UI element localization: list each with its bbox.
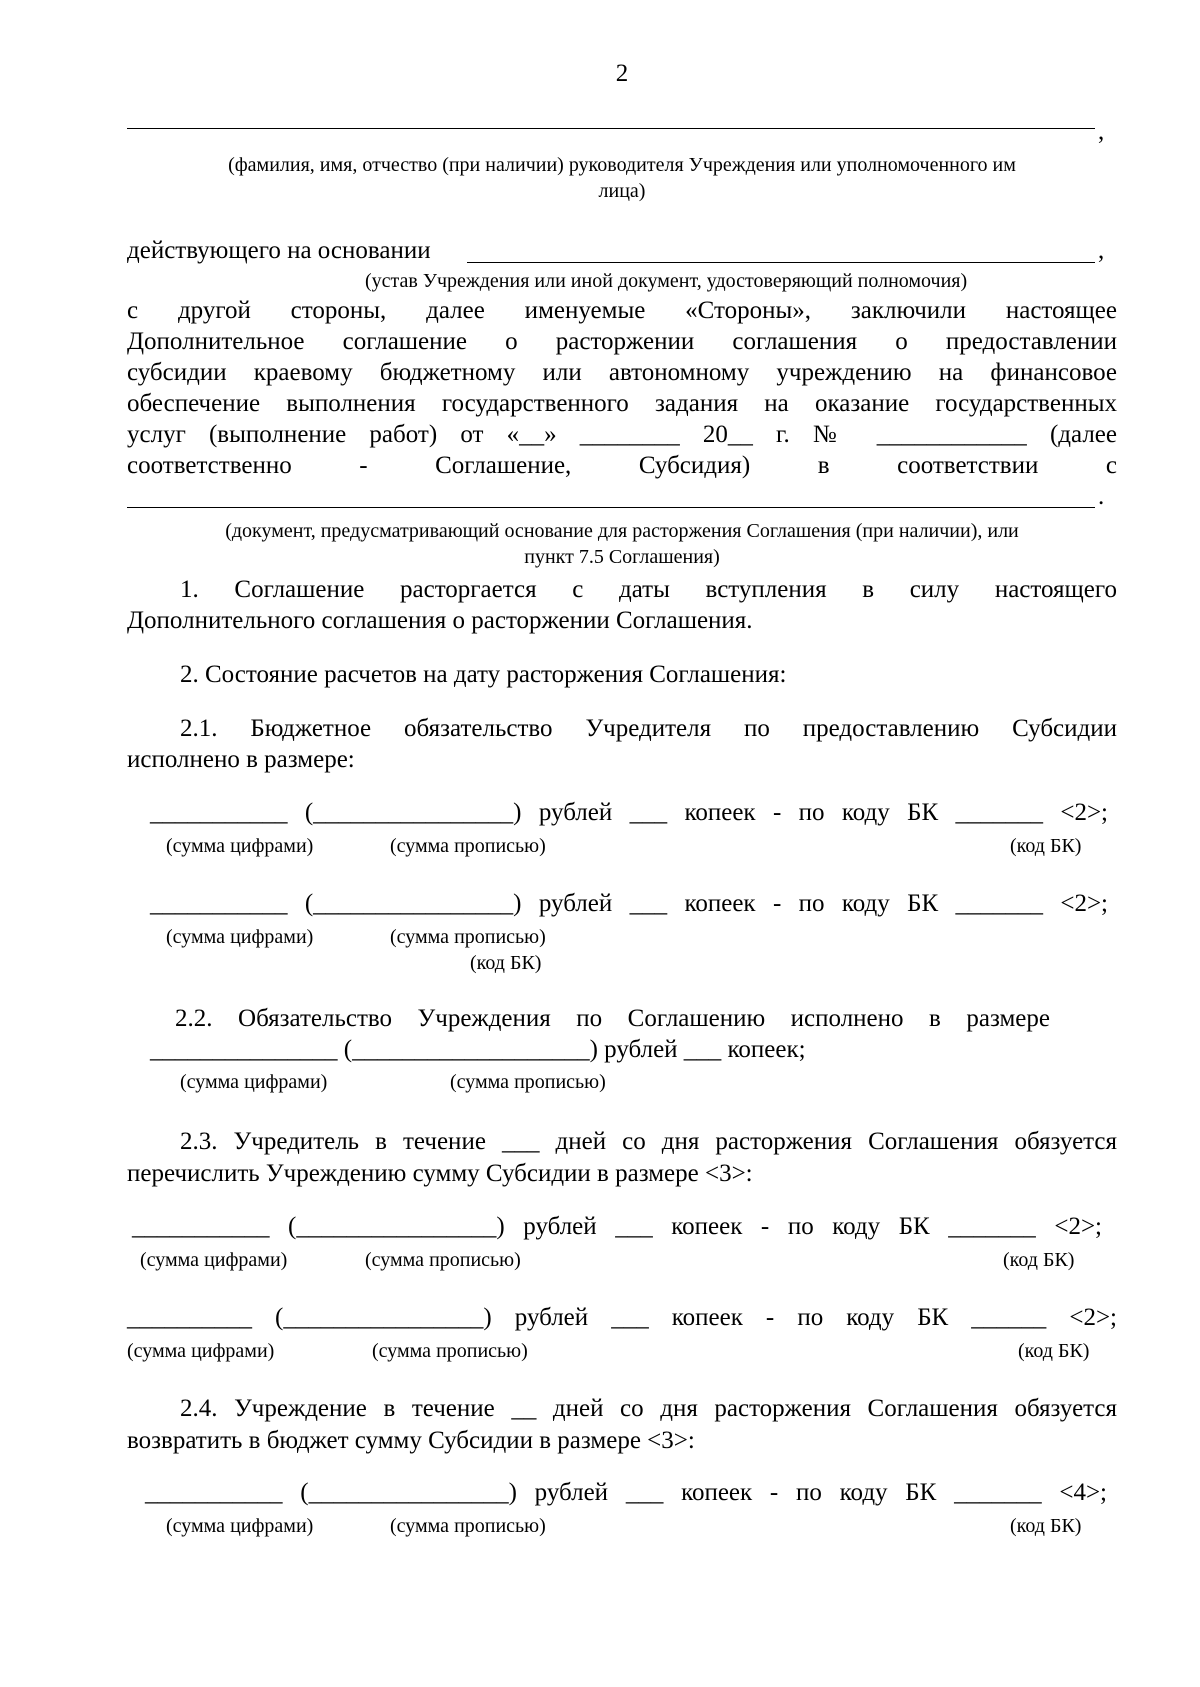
- item-2-1-line: 2.1. Бюджетное обязательство Учредителя по предоставлению Субсидии: [180, 715, 1117, 742]
- item-2-3-line: перечислить Учреждению сумму Субсидии в размере <3>:: [127, 1160, 753, 1187]
- caption-sum-digits: (сумма цифрами): [140, 1249, 288, 1271]
- caption: лица): [598, 180, 646, 202]
- caption-sum-words: (сумма прописью): [390, 835, 546, 857]
- item-1-line: 1. Соглашение расторгается с даты вступления в силу настоящего: [180, 576, 1117, 603]
- caption-sum-words: (сумма прописью): [390, 1515, 546, 1537]
- item-2-2-line: 2.2. Обязательство Учреждения по Соглашению исполнено в размере: [175, 1005, 1050, 1032]
- item-2-3-line: 2.3. Учредитель в течение ___ дней со дня расторжения Соглашения обязуется: [180, 1128, 1117, 1155]
- comma: ,: [1098, 237, 1105, 264]
- comma: ,: [1098, 118, 1105, 145]
- caption-bk-code: (код БК): [470, 952, 542, 974]
- item-1-line: Дополнительного соглашения о расторжении Соглашения.: [127, 607, 753, 634]
- caption: (документ, предусматривающий основание для расторжения Соглашения (при наличии), или: [225, 520, 1019, 542]
- item-2-2-line: _______________ (___________________) рублей ___ копеек;: [150, 1036, 806, 1063]
- fill-line: [127, 128, 1095, 129]
- item-2-4-line: возвратить в бюджет сумму Субсидии в размере <3>:: [127, 1427, 695, 1454]
- item-2-4-line: 2.4. Учреждение в течение __ дней со дня расторжения Соглашения обязуется: [180, 1395, 1117, 1422]
- paragraph-line: услуг (выполнение работ) от «__» ________ 20__ г. № ____________ (далее: [127, 421, 1117, 448]
- amount-row: __________ (________________) рублей ___ копеек - по коду БК ______ <2>;: [127, 1304, 1117, 1331]
- paragraph-line: с другой стороны, далее именуемые «Стороны», заключили настоящее: [127, 297, 1117, 324]
- caption: пункт 7.5 Соглашения): [524, 546, 720, 568]
- item-2-1-line: исполнено в размере:: [127, 746, 355, 773]
- caption-sum-digits: (сумма цифрами): [166, 926, 314, 948]
- amount-row: ___________ (________________) рублей ___ копеек - по коду БК _______ <2>;: [150, 799, 1108, 826]
- fill-line: [467, 262, 1095, 263]
- fill-line: [127, 507, 1095, 508]
- caption-sum-words: (сумма прописью): [390, 926, 546, 948]
- paragraph-line: субсидии краевому бюджетному или автономному учреждению на финансовое: [127, 359, 1117, 386]
- caption-sum-digits: (сумма цифрами): [166, 835, 314, 857]
- caption: (фамилия, имя, отчество (при наличии) руководителя Учреждения или уполномоченного им: [228, 154, 1016, 176]
- item-2: 2. Состояние расчетов на дату расторжения Соглашения:: [180, 661, 787, 688]
- caption: (устав Учреждения или иной документ, удостоверяющий полномочия): [365, 270, 968, 292]
- paragraph-line: соответственно - Соглашение, Субсидия) в соответствии с: [127, 452, 1117, 479]
- amount-row: ___________ (________________) рублей ___ копеек - по коду БК _______ <2>;: [132, 1213, 1102, 1240]
- caption-bk-code: (код БК): [1010, 1515, 1082, 1537]
- period: .: [1098, 483, 1105, 510]
- caption-sum-digits: (сумма цифрами): [166, 1515, 314, 1537]
- amount-row: ___________ (________________) рублей ___ копеек - по коду БК _______ <2>;: [150, 890, 1108, 917]
- caption-sum-words: (сумма прописью): [372, 1340, 528, 1362]
- caption-bk-code: (код БК): [1003, 1249, 1075, 1271]
- amount-row: ___________ (________________) рублей ___ копеек - по коду БК _______ <4>;: [145, 1479, 1107, 1506]
- caption-sum-words: (сумма прописью): [365, 1249, 521, 1271]
- basis-label: действующего на основании: [127, 237, 431, 264]
- paragraph-line: обеспечение выполнения государственного задания на оказание государственных: [127, 390, 1117, 417]
- caption-bk-code: (код БК): [1018, 1340, 1090, 1362]
- caption-sum-words: (сумма прописью): [450, 1071, 606, 1093]
- caption-sum-digits: (сумма цифрами): [180, 1071, 328, 1093]
- caption-bk-code: (код БК): [1010, 835, 1082, 857]
- page-number: 2: [615, 60, 629, 87]
- caption-sum-digits: (сумма цифрами): [127, 1340, 275, 1362]
- paragraph-line: Дополнительное соглашение о расторжении соглашения о предоставлении: [127, 328, 1117, 355]
